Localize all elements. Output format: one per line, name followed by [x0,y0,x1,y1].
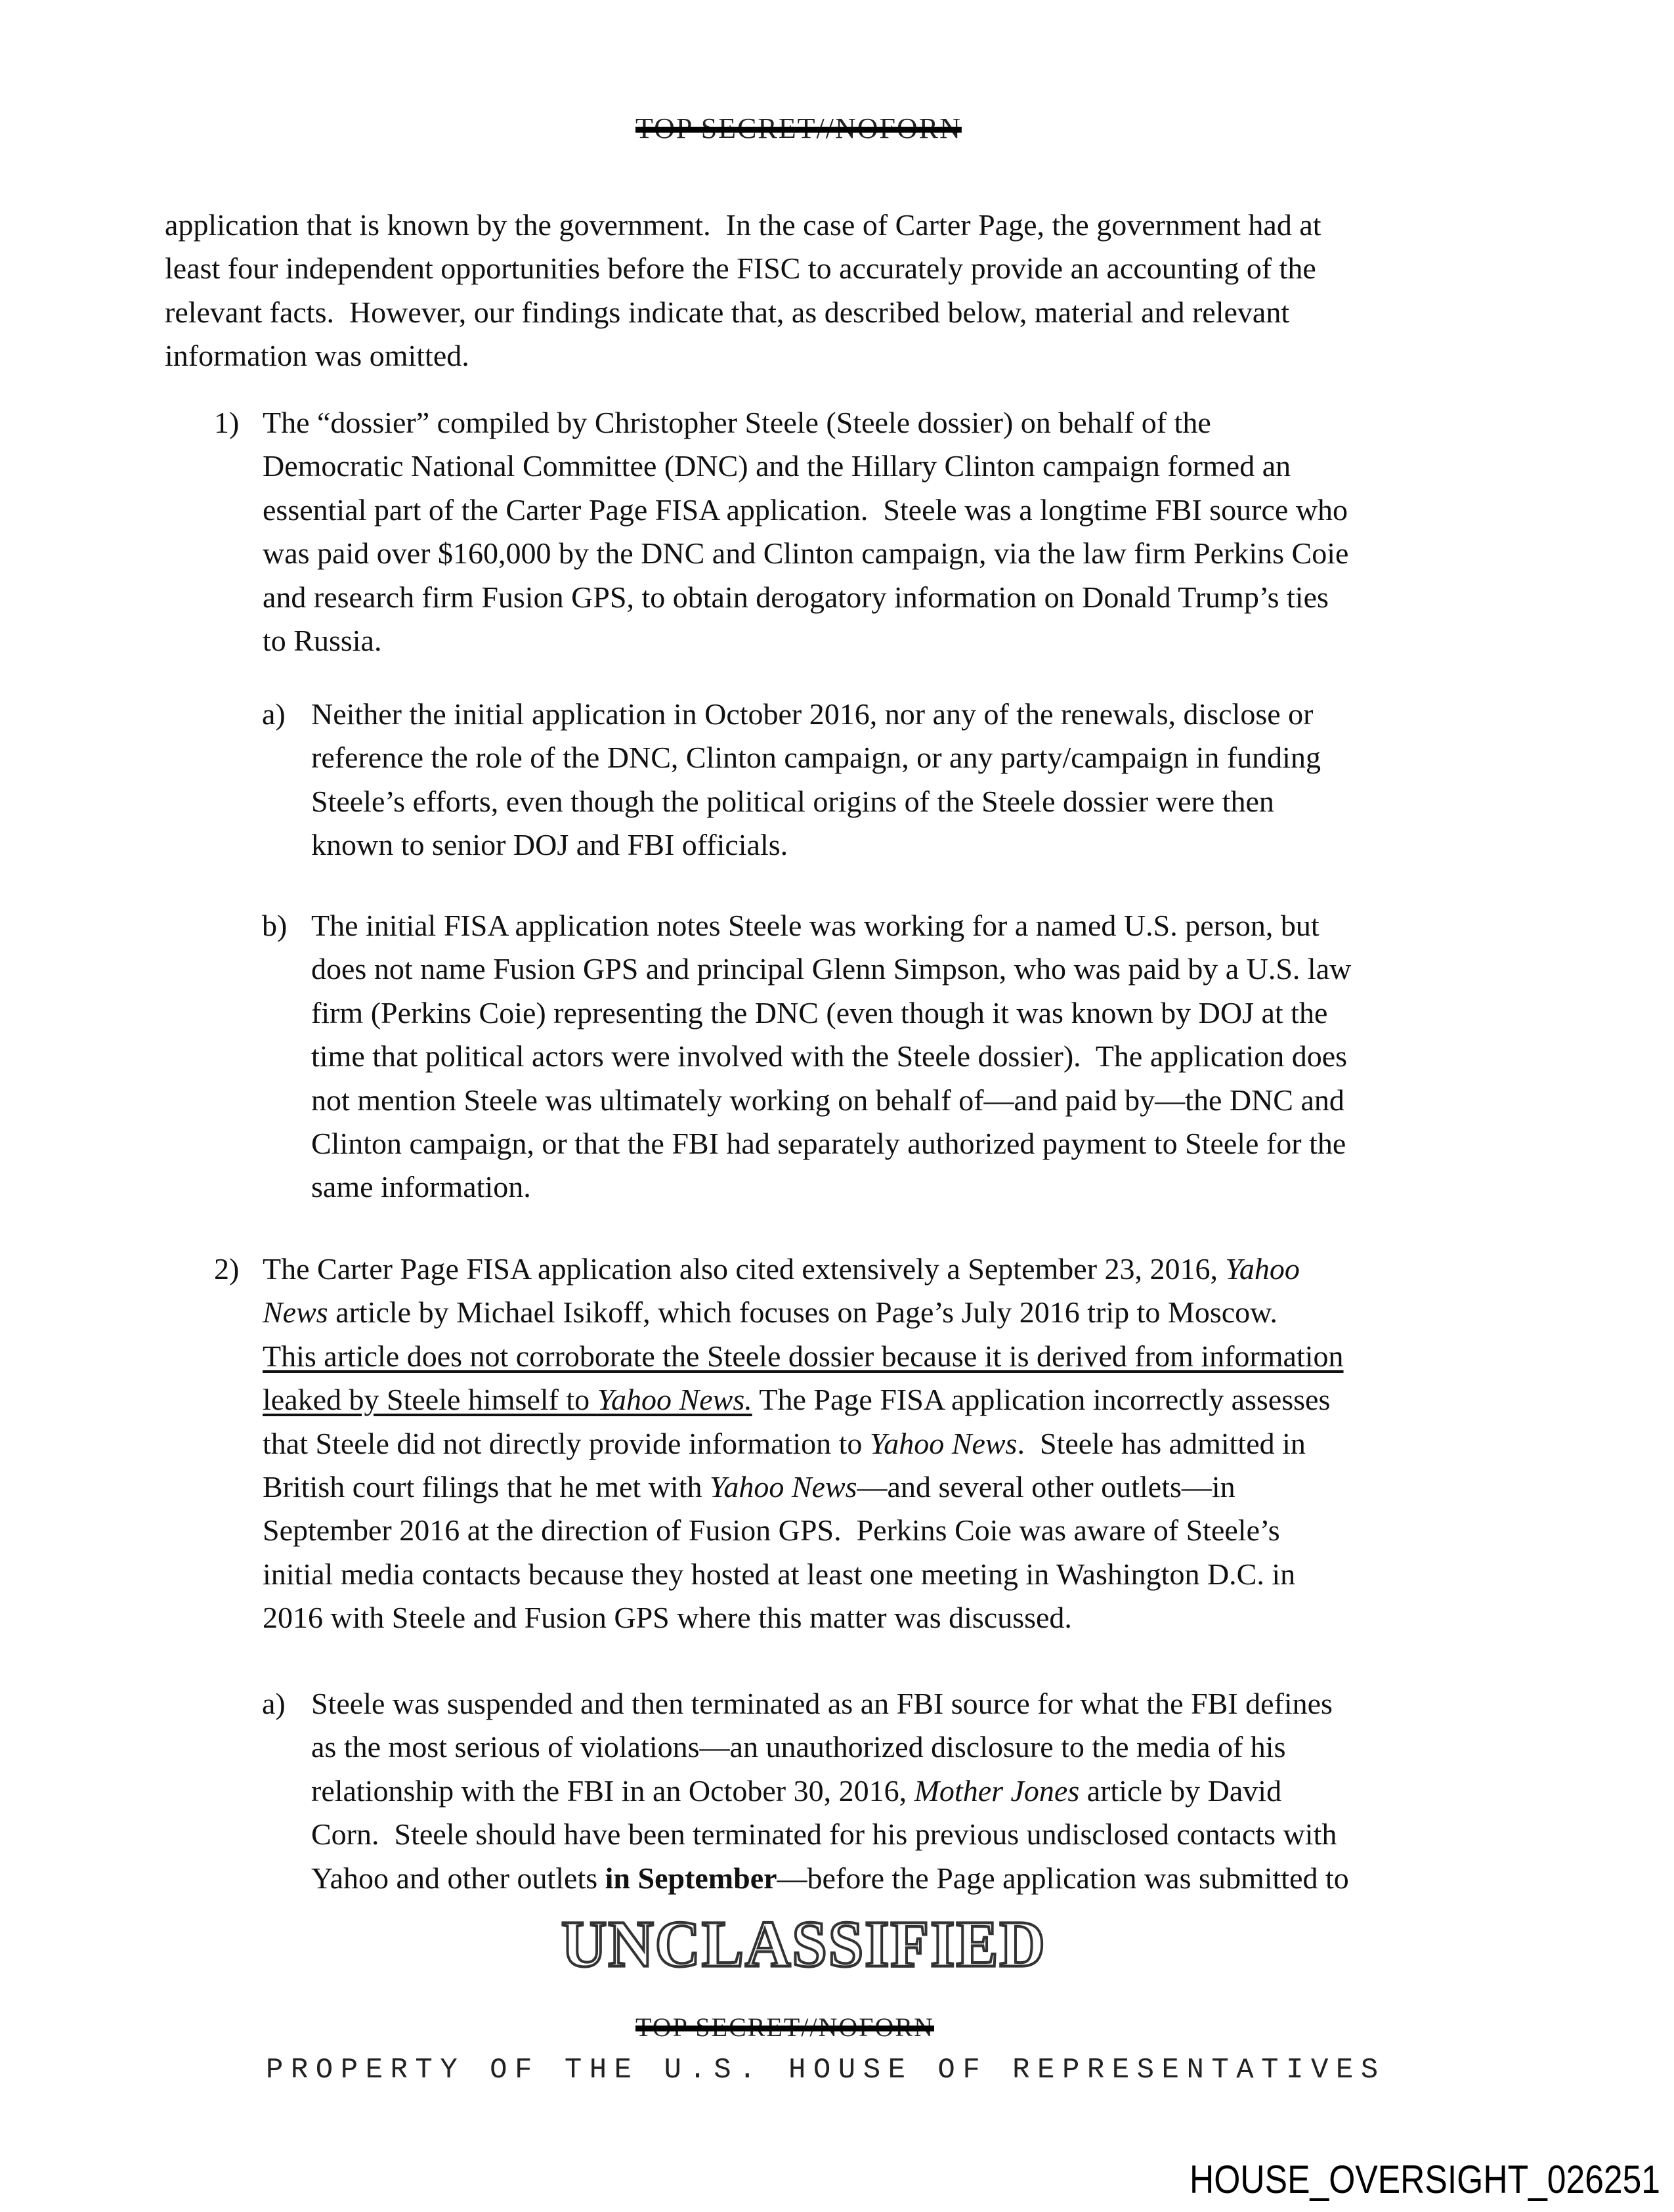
text-line [263,1422,1344,1465]
text-segment: to Russia. [263,624,382,658]
text-segment: does not name Fusion GPS and principal Glenn Simpson, who was paid by a U.S. law [311,952,1352,986]
text-line [263,1335,1344,1378]
text-segment: This article does not corroborate the Steele dossier because it is derived from information [263,1339,1344,1373]
text-segment: September 2016 at the direction of Fusion GPS. Perkins Coie was aware of Steele’s [263,1513,1280,1548]
text-line [263,488,1348,532]
text-segment: same information. [311,1170,531,1204]
text-line [263,1465,1344,1509]
list-marker: b) [262,909,288,942]
text-line [263,1247,1344,1291]
text-line [263,1553,1344,1596]
text-segment: British court filings that he met with [263,1470,710,1504]
text-segment: relationship with the FBI in an October 30, 2016, [311,1773,914,1808]
unclassified-stamp: UNCLASSIFIED [561,1907,1046,1981]
text-segment: essential part of the Carter Page FISA application. Steele was a longtime FBI source who [263,492,1348,527]
text-line [311,991,1351,1035]
text-segment: in September [605,1861,777,1895]
text-line [311,693,1321,736]
text-segment: The Page FISA application incorrectly assesses [752,1383,1331,1417]
text-line [311,904,1351,947]
text-segment: known to senior DOJ and FBI officials. [311,828,788,862]
text-line [263,1596,1344,1639]
text-line [263,401,1348,445]
text-line [165,247,1321,290]
paragraph-item-2a [311,1682,1349,1900]
text-line [165,334,1321,378]
text-line [311,1165,1351,1209]
text-segment: Steele’s efforts, even though the political origins of the Steele dossier were then [311,784,1274,818]
paragraph-item-1 [263,401,1348,662]
text-segment: Yahoo and other outlets [311,1861,605,1895]
text-segment: time that political actors were involved with the Steele dossier). The application does [311,1039,1348,1073]
text-segment: least four independent opportunities before the FISC to accurately provide an accounting of the [165,251,1316,286]
text-segment: The Carter Page FISA application also cited extensively a September 23, 2016, [263,1252,1226,1286]
text-line [311,780,1321,823]
text-line [311,1122,1351,1165]
header-classification-marking: TOP SECRET//NOFORN [635,112,962,144]
text-line [311,1769,1349,1813]
property-line: PROPERTY OF THE U.S. HOUSE OF REPRESENTATIVES [266,2054,1386,2087]
text-segment: reference the role of the DNC, Clinton campaign, or any party/campaign in funding [311,741,1321,775]
list-marker: a) [262,1687,286,1720]
text-segment: article by David [1079,1773,1282,1808]
text-segment: Mother Jones [914,1773,1080,1808]
text-line [311,947,1351,991]
text-line [263,532,1348,575]
list-marker: 1) [214,406,240,439]
footer-classification-marking: TOP SECRET//NOFORN [635,2012,934,2042]
text-segment: —before the Page application was submitted to [777,1861,1349,1895]
text-segment: Yahoo News. [597,1383,752,1417]
text-segment: Steele was suspended and then terminated as an FBI source for what the FBI defines [311,1687,1333,1720]
text-segment: firm (Perkins Coie) representing the DNC (even though it was known by DOJ at the [311,995,1328,1030]
text-line [311,823,1321,867]
text-line [311,1725,1349,1769]
text-segment: —and several other outlets—in [857,1470,1235,1504]
text-line [263,1291,1344,1334]
text-segment: Yahoo News [709,1470,857,1504]
text-line [311,1857,1349,1900]
text-segment: leaked by Steele himself to [263,1383,597,1417]
paragraph-intro [165,204,1321,378]
paragraph-item-2 [263,1247,1344,1640]
text-line [263,619,1348,662]
text-segment: Clinton campaign, or that the FBI had separately authorized payment to Steele for the [311,1127,1346,1161]
text-segment: article by Michael Isikoff, which focuses on Page’s July 2016 trip to Moscow. [328,1295,1277,1330]
text-segment: The initial FISA application notes Steele was working for a named U.S. person, but [311,909,1320,942]
list-marker: 2) [214,1252,240,1286]
text-segment: and research firm Fusion GPS, to obtain derogatory information on Donald Trump’s ties [263,580,1329,614]
text-segment: Democratic National Committee (DNC) and the Hillary Clinton campaign formed an [263,449,1291,483]
text-segment: . Steele has admitted in [1017,1426,1306,1460]
paragraph-item-1b [311,904,1351,1209]
text-segment: Yahoo [1225,1252,1300,1286]
text-segment: News [263,1295,328,1330]
text-segment: information was omitted. [165,339,469,373]
text-line [263,1509,1344,1552]
text-segment: Yahoo News [869,1426,1018,1460]
text-line [263,1378,1344,1421]
text-segment: initial media contacts because they hosted at least one meeting in Washington D.C. in [263,1557,1296,1591]
text-line [311,1035,1351,1078]
text-segment: as the most serious of violations—an unauthorized disclosure to the media of his [311,1730,1286,1764]
text-line [311,1813,1349,1856]
text-line [263,576,1348,619]
text-segment: application that is known by the government. In the case of Carter Page, the government had at [165,208,1321,242]
bates-number: HOUSE_OVERSIGHT_026251 [1190,2158,1660,2201]
text-segment: that Steele did not directly provide information to [263,1426,870,1460]
text-segment: was paid over $160,000 by the DNC and Clinton campaign, via the law firm Perkins Coie [263,536,1349,571]
text-segment: Neither the initial application in October 2016, nor any of the renewals, disclose or [311,697,1314,731]
text-segment: Corn. Steele should have been terminated for his previous undisclosed contacts with [311,1817,1337,1852]
text-line [311,736,1321,779]
text-line [263,445,1348,488]
text-line [311,1682,1349,1725]
text-segment: The “dossier” compiled by Christopher Steele (Steele dossier) on behalf of the [263,406,1211,439]
list-marker: a) [262,697,286,731]
text-segment: not mention Steele was ultimately working on behalf of—and paid by—the DNC and [311,1083,1344,1117]
text-line [165,291,1321,334]
text-segment: 2016 with Steele and Fusion GPS where this matter was discussed. [263,1601,1072,1635]
text-segment: relevant facts. However, our findings indicate that, as described below, material and relevant [165,295,1290,329]
text-line [311,1079,1351,1122]
paragraph-item-1a [311,693,1321,867]
text-line [165,204,1321,247]
